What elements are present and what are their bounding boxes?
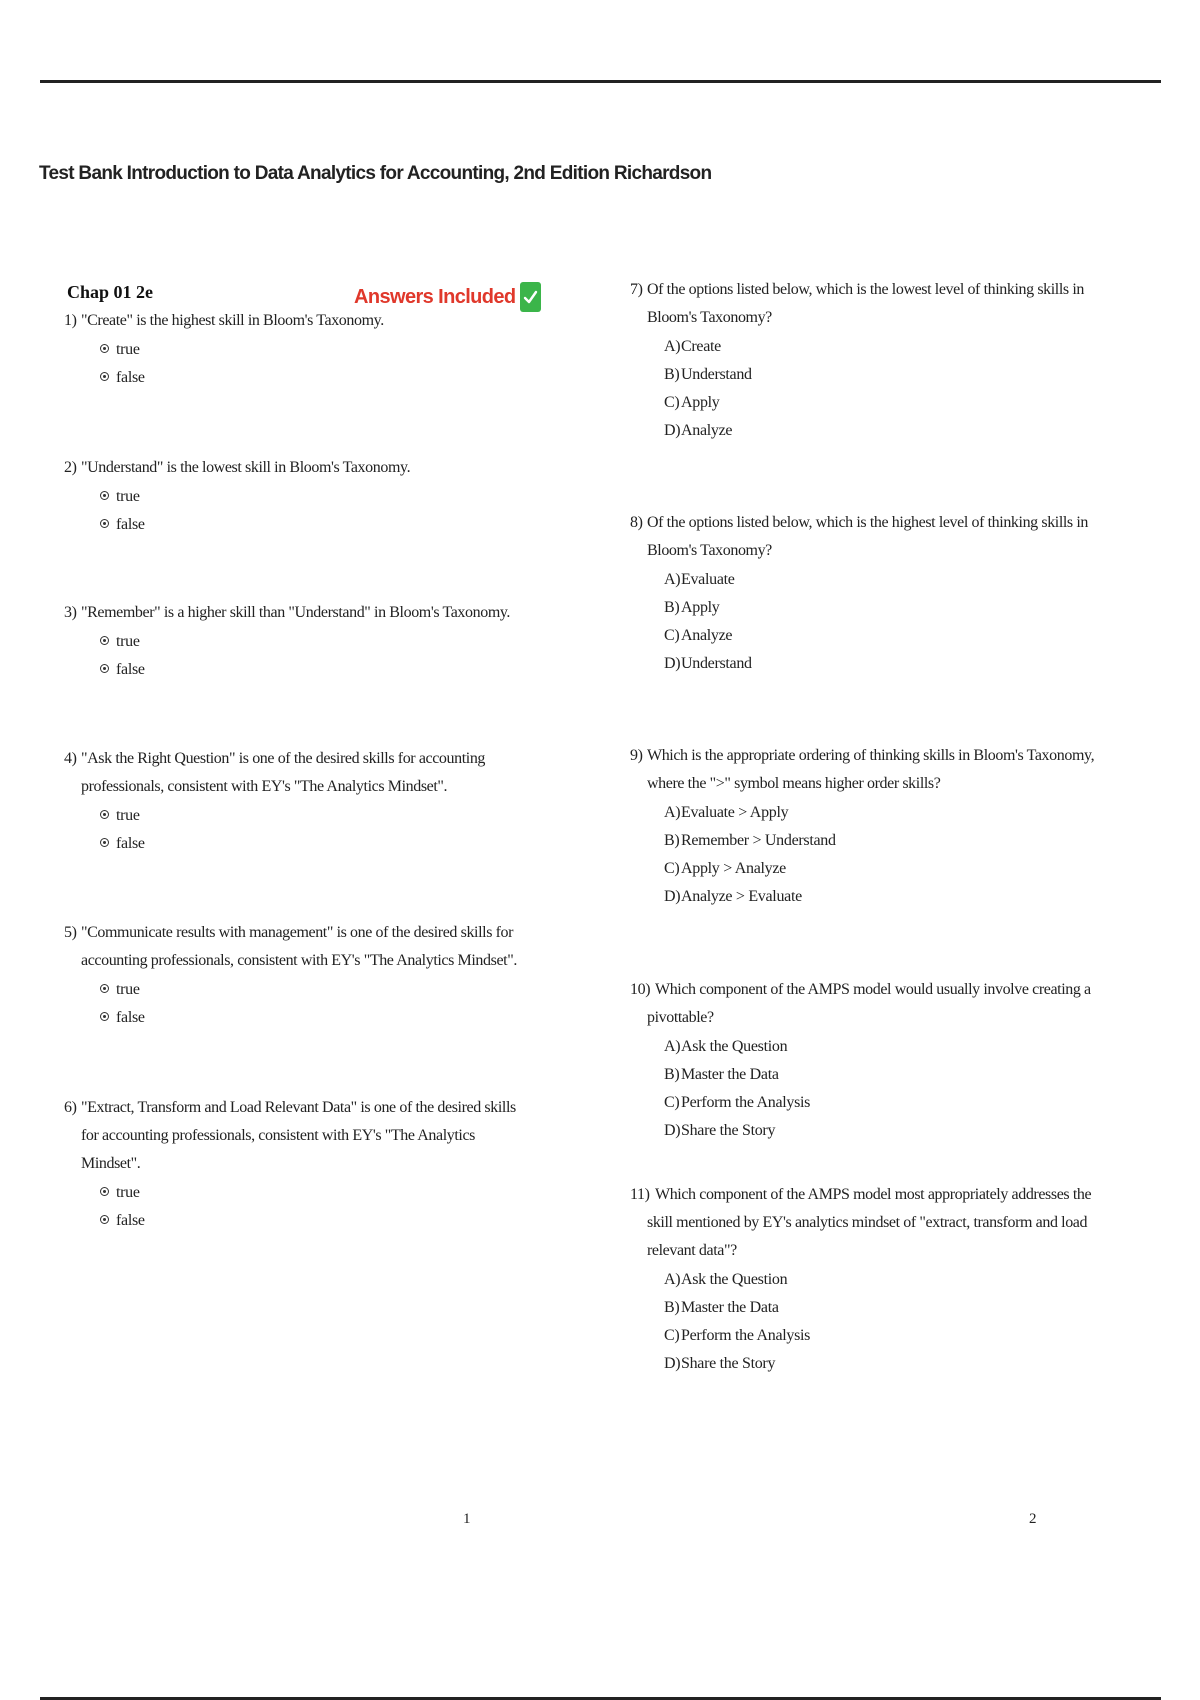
- radio-icon[interactable]: [100, 491, 109, 500]
- radio-icon[interactable]: [100, 664, 109, 673]
- option-a[interactable]: A) Evaluate > Apply: [664, 804, 789, 821]
- question-number: 2): [64, 459, 77, 476]
- option-d[interactable]: D) Understand: [664, 655, 752, 672]
- question-number: 9): [630, 747, 643, 764]
- option-d[interactable]: D) Analyze: [664, 422, 733, 439]
- question-text: Of the options listed below, which is the highest level of thinking skills in Bloom's Taxonomy?: [647, 514, 1089, 559]
- option-c[interactable]: C) Apply > Analyze: [664, 860, 786, 877]
- radio-icon[interactable]: [100, 636, 109, 645]
- option-b[interactable]: B) Master the Data: [664, 1299, 779, 1316]
- option-true[interactable]: true: [64, 483, 534, 511]
- question-text: Which component of the AMPS model would usually involve creating a pivottable?: [647, 981, 1091, 1026]
- question-number: 1): [64, 312, 77, 329]
- question-3: [64, 599, 534, 684]
- question-9: [630, 742, 1100, 911]
- question-text: "Remember" is a higher skill than "Understand" in Bloom's Taxonomy.: [81, 604, 511, 621]
- question-number: 6): [64, 1099, 77, 1116]
- question-number: 11): [630, 1186, 650, 1203]
- question-6: [64, 1094, 534, 1235]
- question-11: [630, 1181, 1100, 1378]
- option-true[interactable]: true: [64, 336, 534, 364]
- chapter-heading: Chap 01 2e: [67, 282, 154, 302]
- option-b[interactable]: B) Apply: [664, 599, 720, 616]
- option-false[interactable]: false: [64, 830, 534, 858]
- radio-icon[interactable]: [100, 984, 109, 993]
- question-number: 5): [64, 924, 77, 941]
- option-d[interactable]: D) Share the Story: [664, 1355, 776, 1372]
- question-5: [64, 919, 534, 1032]
- option-true[interactable]: true: [64, 976, 534, 1004]
- radio-icon[interactable]: [100, 810, 109, 819]
- option-false[interactable]: false: [64, 511, 534, 539]
- option-c[interactable]: C) Apply: [664, 394, 720, 411]
- question-10: [630, 976, 1100, 1145]
- question-2: [64, 454, 534, 539]
- option-true[interactable]: true: [64, 628, 534, 656]
- question-text: "Create" is the highest skill in Bloom's Taxonomy.: [81, 312, 384, 329]
- option-true[interactable]: true: [64, 802, 534, 830]
- radio-icon[interactable]: [100, 838, 109, 847]
- radio-icon[interactable]: [100, 1187, 109, 1196]
- question-number: 4): [64, 750, 77, 767]
- option-false[interactable]: false: [64, 1004, 534, 1032]
- radio-icon[interactable]: [100, 344, 109, 353]
- page-number-1: 1: [463, 1511, 471, 1527]
- page-number-2: 2: [1029, 1511, 1037, 1527]
- question-1: [64, 307, 534, 392]
- option-true[interactable]: true: [64, 1179, 534, 1207]
- question-text: "Understand" is the lowest skill in Bloom's Taxonomy.: [81, 459, 411, 476]
- radio-icon[interactable]: [100, 1215, 109, 1224]
- question-number: 7): [630, 281, 643, 298]
- question-text: Which is the appropriate ordering of thinking skills in Bloom's Taxonomy, where the ">" symbol means higher order skills?: [647, 747, 1095, 792]
- option-b[interactable]: B) Understand: [664, 366, 752, 383]
- question-number: 10): [630, 981, 651, 998]
- option-a[interactable]: A) Ask the Question: [664, 1038, 788, 1055]
- option-false[interactable]: false: [64, 364, 534, 392]
- top-rule: [40, 80, 1161, 83]
- option-c[interactable]: C) Analyze: [664, 627, 733, 644]
- option-a[interactable]: A) Create: [664, 338, 721, 355]
- question-text: "Ask the Right Question" is one of the desired skills for accounting professionals, consistent with EY's "The Analytics Mindset".: [81, 750, 486, 795]
- radio-icon[interactable]: [100, 1012, 109, 1021]
- question-text: Which component of the AMPS model most appropriately addresses the skill mentioned by EY's analytics mindset of "extract, transform and load relevant data"?: [647, 1186, 1092, 1259]
- radio-icon[interactable]: [100, 519, 109, 528]
- option-false[interactable]: false: [64, 1207, 534, 1235]
- question-number: 8): [630, 514, 643, 531]
- question-7: [630, 276, 1100, 445]
- option-c[interactable]: C) Perform the Analysis: [664, 1094, 811, 1111]
- question-text: "Extract, Transform and Load Relevant Data" is one of the desired skills for accounting professionals, consistent with EY's "The Analytics Mindset".: [81, 1099, 516, 1172]
- option-false[interactable]: false: [64, 656, 534, 684]
- option-b[interactable]: B) Master the Data: [664, 1066, 779, 1083]
- question-number: 3): [64, 604, 77, 621]
- radio-icon[interactable]: [100, 372, 109, 381]
- question-4: [64, 745, 534, 858]
- answers-included-label: Answers Included: [354, 285, 516, 308]
- option-d[interactable]: D) Share the Story: [664, 1122, 776, 1139]
- option-b[interactable]: B) Remember > Understand: [664, 832, 836, 849]
- option-a[interactable]: A) Evaluate: [664, 571, 735, 588]
- question-text: Of the options listed below, which is the lowest level of thinking skills in Bloom's Taxonomy?: [647, 281, 1084, 326]
- document-title: Test Bank Introduction to Data Analytics for Accounting, 2nd Edition Richardson: [39, 163, 712, 184]
- option-c[interactable]: C) Perform the Analysis: [664, 1327, 811, 1344]
- question-8: [630, 509, 1100, 678]
- question-text: "Communicate results with management" is one of the desired skills for accounting professionals, consistent with EY's "The Analytics Mindset".: [81, 924, 517, 969]
- option-a[interactable]: A) Ask the Question: [664, 1271, 788, 1288]
- option-d[interactable]: D) Analyze > Evaluate: [664, 888, 802, 905]
